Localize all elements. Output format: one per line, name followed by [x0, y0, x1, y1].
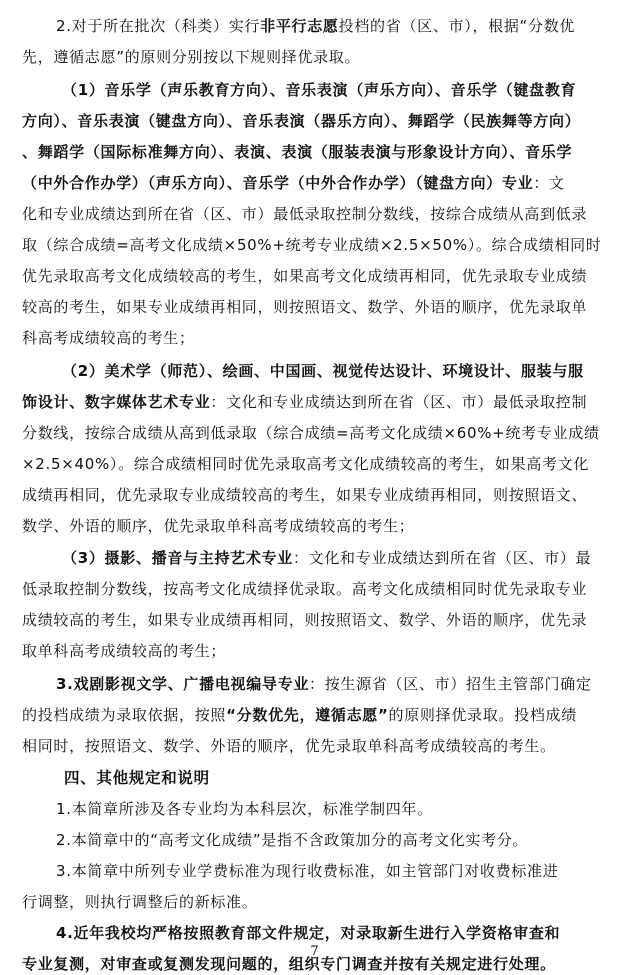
rule-item-bold-continuation: 专业复测，对审查或复测发现问题的，组织专门调查并按有关规定进行处理。 [22, 955, 556, 973]
text-line: 取（综合成绩=高考文化成绩×50%+统考专业成绩×2.5×50%）。综合成绩相同时 [22, 236, 602, 254]
text-line: ×2.5×40%）。综合成绩相同时优先录取高考文化成绩较高的考生，如果高考文化 [22, 455, 590, 473]
text-line: （中外合作办学）（声乐方向）、音乐学（中外合作办学）（键盘方向）专业：文 [22, 174, 565, 192]
rule-item: 3.本简章中所列专业学费标准为现行收费标准，如主管部门对收费标准进 [56, 862, 559, 880]
text-line: 化和专业成绩达到所在省（区、市）最低录取控制分数线，按综合成绩从高到低录 [22, 205, 588, 223]
text-line: 科高考成绩较高的考生； [22, 329, 195, 347]
text-line: 、舞蹈学（国际标准舞方向）、表演、表演（服装表演与形象设计方向）、音乐学 [22, 143, 573, 161]
text-line: 饰设计、数字媒体艺术专业：文化和专业成绩达到所在省（区、市）最低录取控制 [22, 393, 588, 411]
page-number: 7 [310, 944, 319, 959]
text-line: 先，遵循志愿”的原则分别按以下规则择优录取。 [22, 48, 361, 66]
text-line: 相同时，按照语文、数学、外语的顺序，优先录取单科高考成绩较高的考生。 [22, 737, 556, 755]
text-line: 的投档成绩为录取依据，按照“分数优先，遵循志愿”的原则择优录取。投档成绩 [22, 706, 577, 724]
rule-item: 1.本简章所涉及各专业均为本科层次，标准学制四年。 [56, 800, 433, 818]
text-line: 3.戏剧影视文学、广播电视编导专业：按生源省（区、市）招生主管部门确定 [56, 675, 592, 693]
text-line: 取单科高考成绩较高的考生； [22, 642, 227, 660]
text-line: 成绩较高的考生，如果专业成绩再相同，则按照语文、数学、外语的顺序，优先录 [22, 611, 588, 629]
text-line: 低录取控制分数线，按高考文化成绩择优录取。高考文化成绩相同时优先录取专业 [22, 580, 588, 598]
rule-item-continuation: 行调整，则执行调整后的新标准。 [22, 893, 258, 911]
text-line: 数学、外语的顺序，优先录取单科高考成绩较高的考生； [22, 517, 415, 535]
emphasis-text: 非平行志愿 [260, 17, 339, 35]
text-line: 方向）、音乐表演（键盘方向）、音乐表演（器乐方向）、舞蹈学（民族舞等方向） [22, 112, 581, 130]
text-line: 优先录取高考文化成绩较高的考生，如果高考文化成绩再相同，优先录取专业成绩 [22, 267, 588, 285]
text-line: 成绩再相同，优先录取专业成绩较高的考生，如果专业成绩再相同，则按照语文、 [22, 486, 588, 504]
text-line: 分数线，按综合成绩从高到低录取（综合成绩=高考文化成绩×60%+统考专业成绩 [22, 424, 600, 442]
emphasis-text: “分数优先，遵循志愿” [226, 706, 389, 724]
text-line: 2.对于所在批次（科类）实行非平行志愿投档的省（区、市），根据“分数优 [56, 17, 576, 35]
text-line: （1）音乐学（声乐教育方向）、音乐表演（声乐方向）、音乐学（键盘教育 [62, 81, 577, 99]
text-line: （3）摄影、播音与主持艺术专业：文化和专业成绩达到所在省（区、市）最 [62, 549, 592, 567]
text-line: 较高的考生，如果专业成绩再相同，则按照语文、数学、外语的顺序，优先录取单 [22, 298, 588, 316]
rule-item: 2.本简章中的“高考文化成绩”是指不含政策加分的高考文化实考分。 [56, 831, 529, 849]
text-line: （2）美术学（师范）、绘画、中国画、视觉传达设计、环境设计、服装与服 [62, 362, 584, 380]
section-heading: 四、其他规定和说明 [64, 769, 210, 787]
rule-item-bold: 4.近年我校均严格按照教育部文件规定，对录取新生进行入学资格审查和 [56, 924, 561, 942]
